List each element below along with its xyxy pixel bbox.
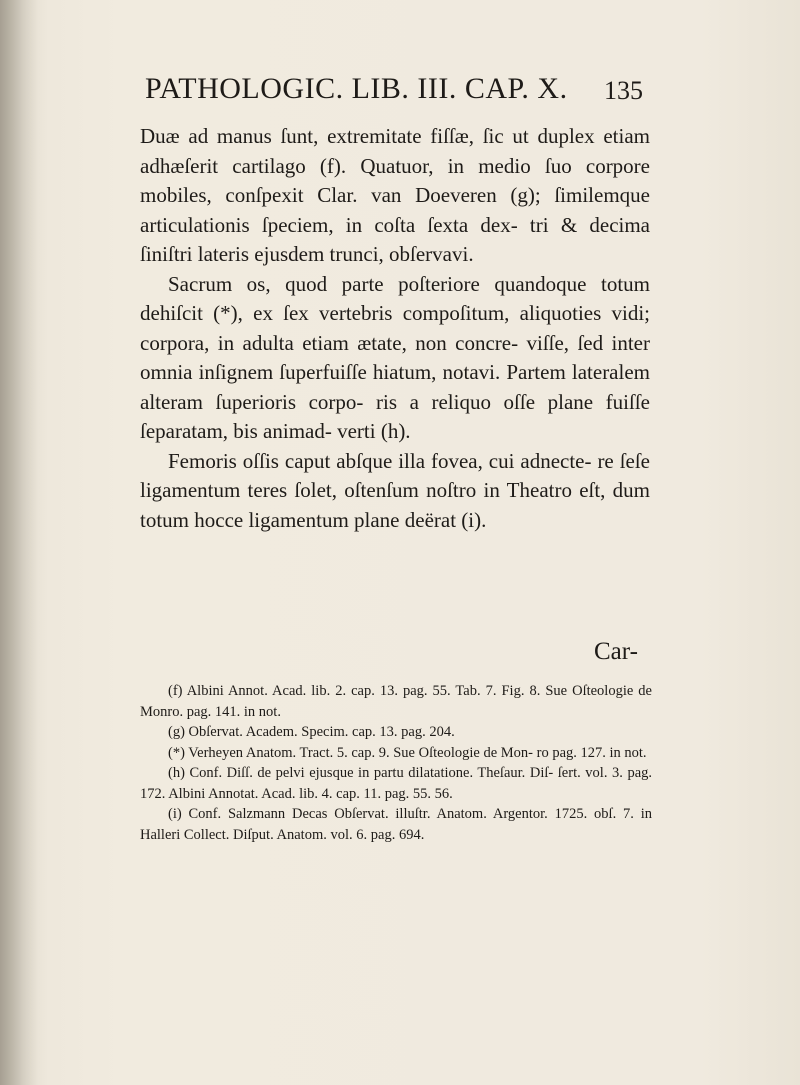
page-number: 135 [604, 76, 643, 105]
running-title: PATHOLOGIC. LIB. III. CAP. X. [145, 72, 568, 105]
footnote-g: (g) Obſervat. Academ. Specim. cap. 13. pag. 204. [168, 724, 455, 740]
footnote-h: (h) Conf. Diſſ. de pelvi ejusque in partu dilatatione. Theſaur. Diſ- ſert. vol. 3. pag. 172. Albini Annotat. Acad. lib. 4. cap. 11. pag. 55. 56. [140, 765, 652, 802]
paragraph-1: Duæ ad manus ſunt, extremitate fiſſæ, ſic ut duplex etiam adhæſerit cartilago (f). Quatuor, in medio ſuo corpore mobiles, conſpexit Clar. van Doeveren (g); ſimilemque articulationis ſpeciem, in coſta ſexta dex- tri & decima ſiniſtri lateris ejusdem trunci, obſervavi. [140, 124, 650, 266]
catchword: Car- [594, 638, 638, 665]
paragraph-2: Sacrum os, quod parte poſteriore quandoque totum dehiſcit (*), ex ſex vertebris compoſitum, aliquoties vidi; corpora, in adulta etiam ætate, non concre- viſſe, ſed inter omnia inſignem ſuperfuiſſe hiatum, notavi. Partem lateralem alteram ſuperioris corpo- ris a reliquo oſſe plane fuiſſe ſeparatam, bis animad- verti (h). [140, 271, 650, 443]
paragraph-3: Femoris oſſis caput abſque illa fovea, cui adnecte- re ſeſe ligamentum teres ſolet, oſtenſum noſtro in Theatro eſt, dum totum hocce ligamentum plane deërat (i). [140, 448, 650, 532]
footnote-i: (i) Conf. Salzmann Decas Obſervat. illuſtr. Anatom. Argentor. 1725. obſ. 7. in Halleri Collect. Diſput. Anatom. vol. 6. pag. 694. [140, 806, 652, 843]
footnote-f: (f) Albini Annot. Acad. lib. 2. cap. 13. pag. 55. Tab. 7. Fig. 8. Sue Oſteologie de Monro. pag. 141. in not. [140, 683, 652, 720]
footnotes [140, 681, 652, 845]
running-header [145, 72, 665, 106]
main-text [140, 122, 650, 535]
footnote-star: (*) Verheyen Anatom. Tract. 5. cap. 9. Sue Oſteologie de Mon- ro pag. 127. in not. [168, 744, 647, 761]
gutter-shadow [0, 0, 38, 1085]
